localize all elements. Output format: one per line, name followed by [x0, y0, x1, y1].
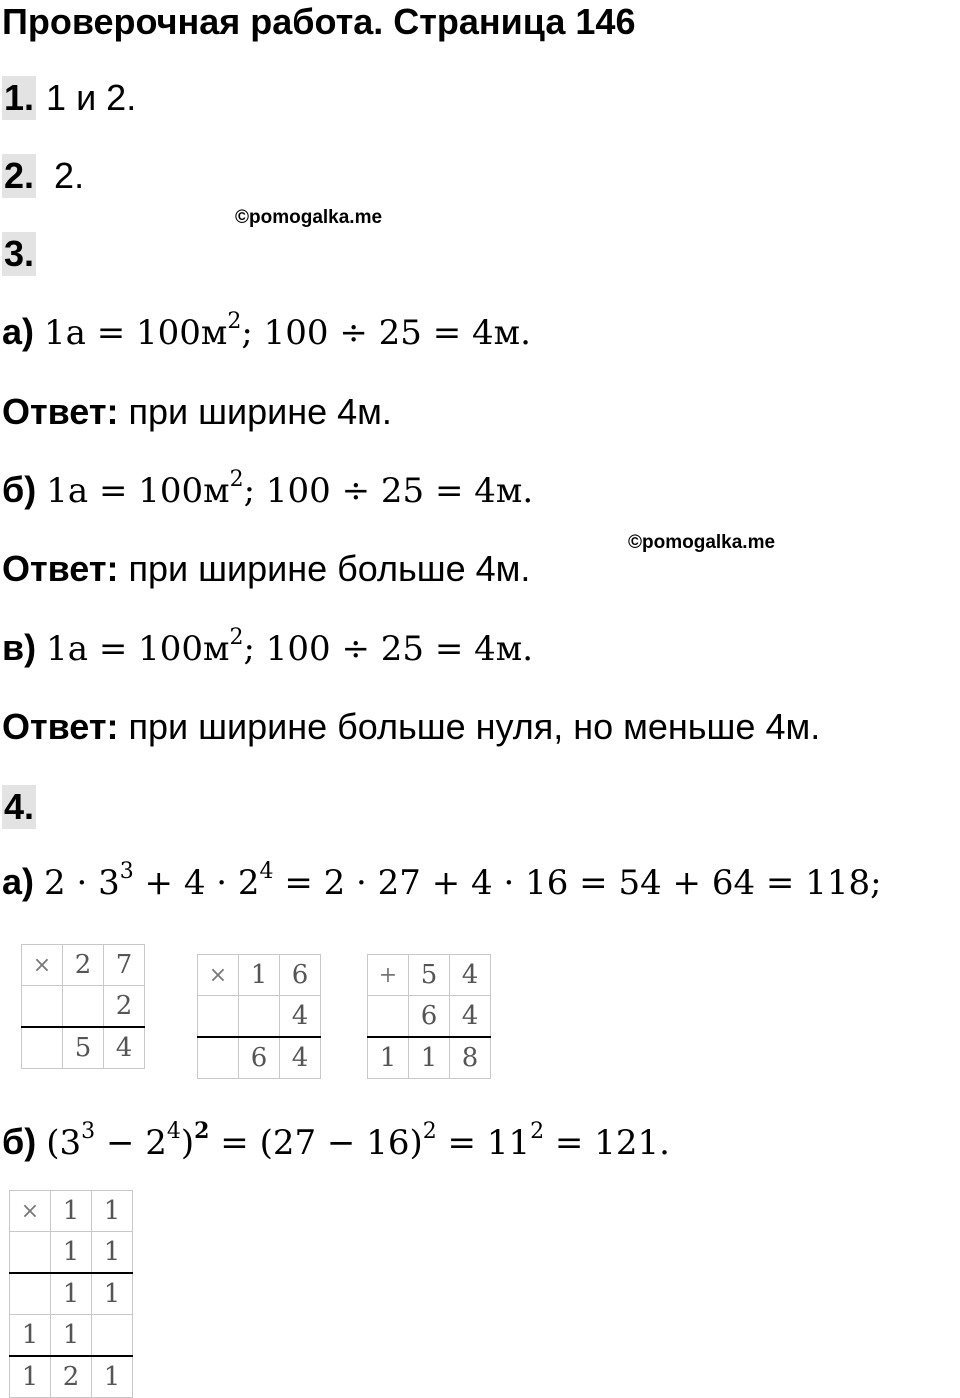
task-3a-equation	[2, 310, 531, 355]
watermark-top: ©pomogalka.me	[235, 207, 383, 228]
digit: 8	[450, 1037, 491, 1079]
digit: 4	[280, 996, 321, 1038]
digit: 7	[104, 945, 145, 986]
answer-label: Ответ:	[2, 706, 119, 747]
equation-part: ; 100 ÷ 25 = 4м.	[241, 313, 531, 353]
equation-part: = (27 − 16)	[209, 1123, 423, 1163]
equation-part: − 2	[95, 1123, 167, 1163]
digit: 1	[409, 1037, 450, 1079]
watermark-middle: ©pomogalka.me	[628, 532, 776, 553]
exponent: 4	[166, 1119, 181, 1144]
digit: 1	[239, 955, 280, 996]
exponent: 2	[422, 1119, 437, 1144]
digit: 1	[92, 1191, 133, 1232]
digit: 4	[450, 955, 491, 996]
cell	[368, 996, 409, 1038]
equation-part: ; 100 ÷ 25 = 4м.	[243, 629, 534, 669]
digit: 2	[51, 1356, 92, 1398]
calc-11x11	[9, 1190, 133, 1398]
equation-part: = 121.	[544, 1123, 670, 1163]
task-4a-equation	[2, 860, 882, 905]
equation-part: 2 · 3	[44, 863, 120, 903]
digit: 1	[92, 1356, 133, 1398]
task-3	[2, 232, 36, 276]
digit: 4	[280, 1037, 321, 1079]
page-title: Проверочная работа. Страница 146	[2, 1, 636, 42]
digit	[239, 996, 280, 1038]
multiply-sign: ×	[22, 945, 63, 986]
digit: 4	[104, 1027, 145, 1069]
task-2-answer: 2.	[54, 155, 85, 196]
digit	[10, 1273, 51, 1315]
exponent: 3	[81, 1119, 96, 1144]
calc-16x4	[197, 954, 321, 1079]
multiply-sign: ×	[198, 955, 239, 996]
answer-text: при ширине больше 4м.	[118, 548, 531, 589]
item-label: в)	[2, 627, 37, 668]
item-label: б)	[2, 469, 37, 510]
task-3b-equation	[2, 468, 533, 513]
equation-part: (3	[46, 1123, 82, 1163]
equation-part: + 4 · 2	[133, 863, 260, 903]
digit	[92, 1315, 133, 1357]
equation-part: 1а = 100м	[46, 471, 230, 511]
task-2	[2, 154, 84, 198]
calc-54p64	[367, 954, 491, 1079]
exponent: 3	[119, 859, 134, 884]
task-3b-answer	[2, 547, 530, 591]
task-3-number: 3.	[4, 233, 35, 274]
digit: 1	[10, 1315, 51, 1357]
task-1-answer: 1 и 2.	[46, 77, 137, 118]
exponent: 4	[259, 859, 274, 884]
digit: 4	[450, 996, 491, 1038]
task-4-number: 4.	[4, 786, 35, 827]
item-label: а)	[2, 861, 35, 902]
equation-part: = 2 · 27 + 4 · 16 = 54 + 64 = 118;	[273, 863, 882, 903]
task-1-number: 1.	[4, 77, 35, 118]
digit: 1	[10, 1356, 51, 1398]
cell	[22, 1027, 63, 1069]
task-3a-answer	[2, 390, 392, 434]
equation-part: 1а = 100м	[44, 313, 228, 353]
exponent: 2	[227, 309, 242, 334]
exponent: 2	[530, 1119, 545, 1144]
digit: 1	[368, 1037, 409, 1079]
answer-label: Ответ:	[2, 391, 119, 432]
task-4	[2, 785, 36, 829]
digit: 1	[92, 1232, 133, 1274]
digit: 1	[51, 1191, 92, 1232]
task-1	[2, 76, 136, 120]
plus-sign: +	[368, 955, 409, 996]
cell	[198, 1037, 239, 1079]
exponent: 2	[229, 625, 244, 650]
answer-text: при ширине больше нуля, но меньше 4м.	[118, 706, 821, 747]
equation-part: = 11	[436, 1123, 531, 1163]
digit: 6	[280, 955, 321, 996]
exponent: 2	[229, 467, 244, 492]
digit: 6	[409, 996, 450, 1038]
digit: 5	[409, 955, 450, 996]
cell	[22, 986, 63, 1028]
digit: 6	[239, 1037, 280, 1079]
multiply-sign: ×	[10, 1191, 51, 1232]
calc-27x2	[21, 944, 145, 1069]
answer-text: при ширине 4м.	[118, 391, 392, 432]
digit: 1	[92, 1273, 133, 1315]
task-2-number: 2.	[4, 155, 35, 196]
equation-part: )	[180, 1123, 195, 1163]
item-label: б)	[2, 1121, 37, 1162]
item-label: а)	[2, 311, 35, 352]
task-3c-answer	[2, 705, 820, 749]
equation-part: ; 100 ÷ 25 = 4м.	[243, 471, 534, 511]
digit: 5	[63, 1027, 104, 1069]
digit: 2	[63, 945, 104, 986]
digit: 1	[51, 1273, 92, 1315]
task-4b-equation	[2, 1120, 670, 1165]
cell	[10, 1232, 51, 1274]
digit	[63, 986, 104, 1028]
exponent: 2	[194, 1118, 210, 1144]
task-3c-equation	[2, 626, 533, 671]
digit: 2	[104, 986, 145, 1028]
digit: 1	[51, 1315, 92, 1357]
equation-part: 1а = 100м	[46, 629, 230, 669]
cell	[198, 996, 239, 1038]
digit: 1	[51, 1232, 92, 1274]
answer-label: Ответ:	[2, 548, 119, 589]
